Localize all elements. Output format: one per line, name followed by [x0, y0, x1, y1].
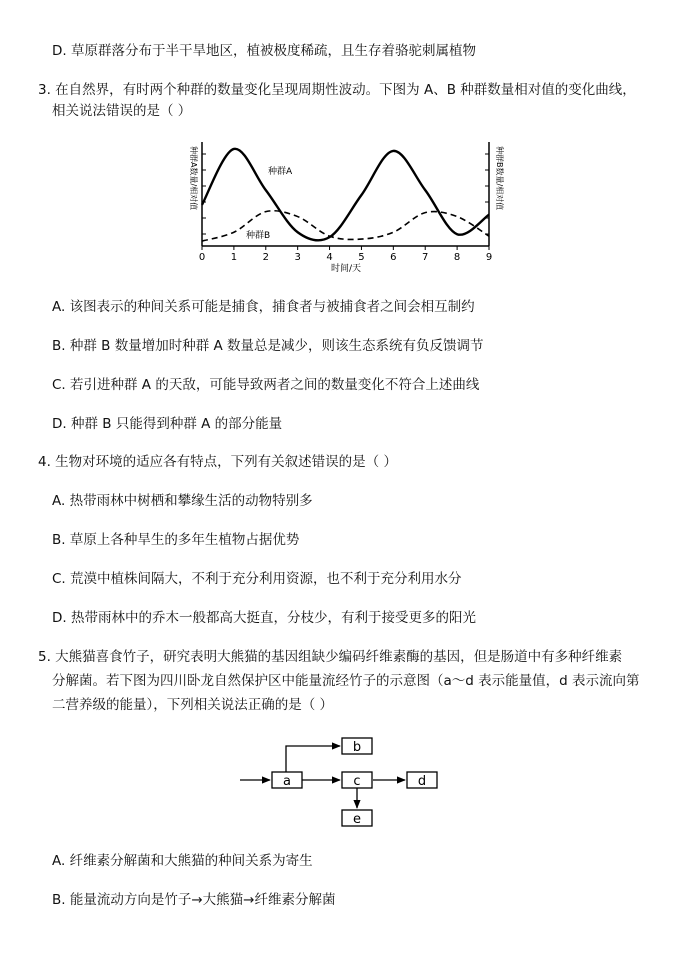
series-b-label: 种群B	[246, 231, 271, 241]
q3-stem-line2: 相关说法错误的是（ ）	[52, 103, 192, 119]
x-tick-label: 6	[390, 252, 397, 263]
q5-option-b: B. 能量流动方向是竹子→大熊猫→纤维素分解菌	[52, 892, 336, 908]
q5-stem-line1: 5. 大熊猫喜食竹子，研究表明大熊猫的基因组缺少编码纤维素酶的基因，但是肠道中有多种纤维素	[38, 649, 623, 665]
x-tick-label: 4	[326, 252, 333, 263]
q3-option-b: B. 种群 B 数量增加时种群 A 数量总是减少，则该生态系统有负反馈调节	[52, 338, 484, 354]
x-tick-label: 8	[453, 252, 461, 263]
q4-option-a: A. 热带雨林中树栖和攀缘生活的动物特别多	[52, 493, 313, 509]
y-axis-label-right: 种群B数量/相对值	[495, 146, 504, 211]
x-axis-label: 时间/天	[330, 264, 362, 274]
q4-option-d: D. 热带雨林中的乔木一般都高大挺直，分枝少，有利于接受更多的阳光	[52, 610, 476, 626]
arrow-a-to-b	[286, 746, 340, 772]
x-tick-label: 1	[230, 252, 238, 263]
box-e-label: e	[353, 812, 361, 827]
q4-stem: 4. 生物对环境的适应各有特点，下列有关叙述错误的是（ ）	[38, 454, 397, 470]
q3-option-a: A. 该图表示的种间关系可能是捕食，捕食者与被捕食者之间会相互制约	[52, 299, 475, 315]
energy-flow-diagram	[230, 732, 450, 832]
population-chart	[180, 134, 510, 274]
y-axis-label-left: 种群A数量/相对值	[189, 146, 198, 211]
q4-option-c: C. 荒漠中植株间隔大，不利于充分利用资源，也不利于充分利用水分	[52, 571, 462, 587]
box-a-label: a	[283, 774, 291, 789]
q3-option-c: C. 若引进种群 A 的天敌，可能导致两者之间的数量变化不符合上述曲线	[52, 377, 480, 393]
series-lines	[202, 149, 489, 241]
x-tick-label: 5	[358, 252, 365, 263]
box-c-label: c	[353, 774, 361, 789]
x-tick-label: 2	[262, 252, 269, 263]
box-b-label: b	[352, 740, 362, 755]
q5-stem-line2: 分解菌。若下图为四川卧龙自然保护区中能量流经竹子的示意图（a～d 表示能量值，d 表示流向第	[52, 673, 640, 689]
q5-option-a: A. 纤维素分解菌和大熊猫的种间关系为寄生	[52, 853, 313, 869]
x-tick-label: 7	[422, 252, 429, 263]
q3-stem-line1: 3. 在自然界，有时两个种群的数量变化呈现周期性波动。下图为 A、B 种群数量相对值的变化曲线，	[38, 82, 636, 98]
q4-option-b: B. 草原上各种旱生的多年生植物占据优势	[52, 532, 300, 548]
q3-option-d: D. 种群 B 只能得到种群 A 的部分能量	[52, 416, 283, 432]
series-a-line	[202, 149, 489, 241]
q2-option-d: D. 草原群落分布于半干旱地区，植被极度稀疏，且生存着骆驼刺属植物	[52, 43, 476, 59]
x-tick-label: 3	[294, 252, 301, 263]
x-tick-label: 9	[485, 252, 493, 263]
box-d-label: d	[417, 774, 427, 789]
q5-stem-line3: 二营养级的能量），下列相关说法正确的是（ ）	[52, 697, 334, 713]
x-tick-label: 0	[198, 252, 206, 263]
series-a-label: 种群A	[268, 167, 293, 177]
